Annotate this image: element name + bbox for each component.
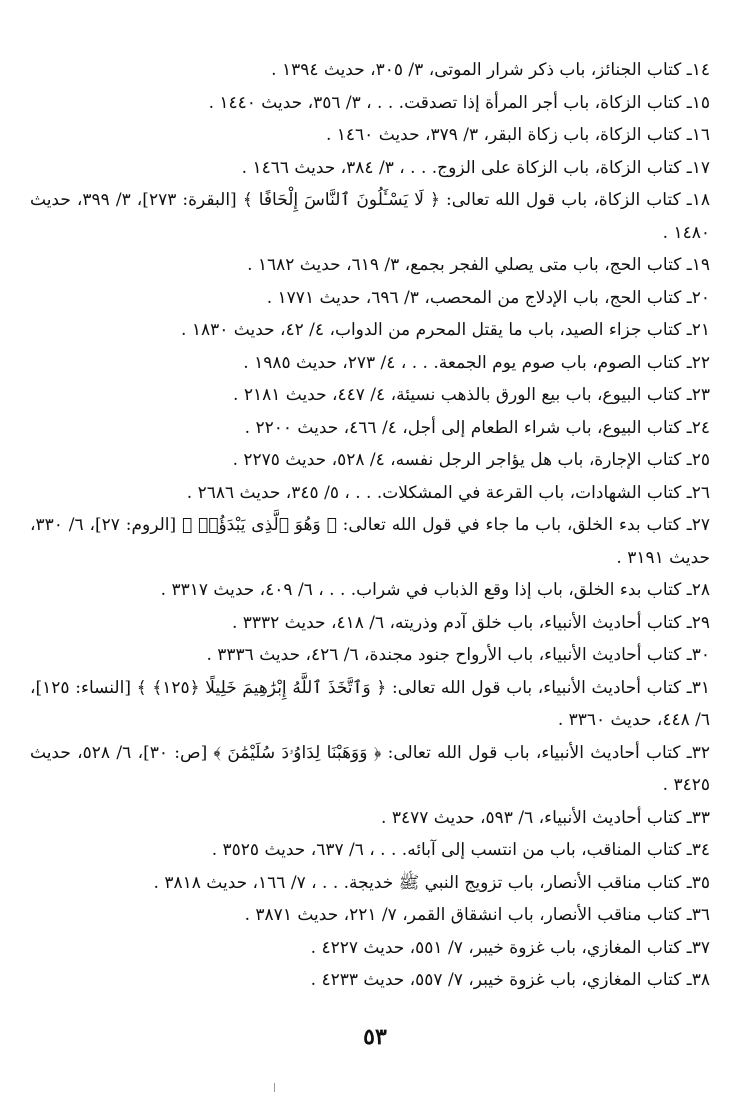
entry-text: كتاب الحج، باب الإدلاج من المحصب، ٣/ ٦٩٦، حديث ١٧٧١ . xyxy=(266,287,682,308)
entry-dash: ـ xyxy=(681,320,692,340)
reference-entry xyxy=(30,347,710,380)
entry-dash: ـ xyxy=(681,970,692,990)
reference-entry xyxy=(30,314,710,347)
entry-number: ١٤ xyxy=(691,60,710,80)
reference-entry xyxy=(30,639,710,672)
entry-dash: ـ xyxy=(681,92,692,113)
entry-number: ٣٦ xyxy=(691,905,710,925)
entry-dash: ـ xyxy=(681,255,692,275)
reference-entry xyxy=(30,54,710,87)
entry-text: كتاب البيوع، باب شراء الطعام إلى أجل، ٤/ ٤٦٦، حديث ٢٢٠٠ . xyxy=(244,417,682,438)
reference-entry xyxy=(30,737,710,802)
entry-text: كتاب مناقب الأنصار، باب تزويج النبي ﷺ خديجة. . . ، ٧/ ١٦٦، حديث ٣٨١٨ . xyxy=(153,872,682,893)
reference-entry xyxy=(30,802,710,835)
reference-entry xyxy=(30,282,710,315)
entry-text: كتاب جزاء الصيد، باب ما يقتل المحرم من الدواب، ٤/ ٤٢، حديث ١٨٣٠ . xyxy=(181,320,682,340)
scan-mark xyxy=(274,1083,275,1092)
reference-entry xyxy=(30,184,710,249)
entry-number: ٢٤ xyxy=(691,417,710,438)
entry-number: ٣٨ xyxy=(691,970,710,990)
reference-entry xyxy=(30,477,710,510)
reference-entry xyxy=(30,899,710,932)
reference-entry xyxy=(30,412,710,445)
entry-dash: ـ xyxy=(681,450,692,470)
entry-number: ٣١ xyxy=(691,677,710,698)
entry-dash: ـ xyxy=(681,580,692,600)
entry-text: كتاب الحج، باب متى يصلي الفجر بجمع، ٣/ ٦١٩، حديث ١٦٨٢ . xyxy=(247,255,682,275)
entry-text: كتاب الزكاة، باب أجر المرأة إذا تصدقت. . . ، ٣/ ٣٥٦، حديث ١٤٤٠ . xyxy=(208,92,682,113)
entry-text: كتاب أحاديث الأنبياء، باب خلق آدم وذريته، ٦/ ٤١٨، حديث ٣٣٣٢ . xyxy=(231,612,682,633)
entry-dash: ـ xyxy=(681,125,692,145)
entry-dash: ـ xyxy=(681,287,692,308)
entry-text: كتاب الشهادات، باب القرعة في المشكلات. . . ، ٥/ ٣٤٥، حديث ٢٦٨٦ . xyxy=(186,482,682,503)
reference-entry xyxy=(30,379,710,412)
entry-number: ٣٣ xyxy=(691,807,710,828)
entry-text: كتاب المناقب، باب من انتسب إلى آبائه. . . ، ٦/ ٦٣٧، حديث ٣٥٢٥ . xyxy=(211,840,682,860)
entry-text: كتاب المغازي، باب غزوة خيبر، ٧/ ٥٥١، حديث ٤٢٢٧ . xyxy=(310,937,682,958)
reference-entry xyxy=(30,607,710,640)
entry-dash: ـ xyxy=(681,840,692,860)
entry-text: كتاب المغازي، باب غزوة خيبر، ٧/ ٥٥٧، حديث ٤٢٣٣ . xyxy=(310,970,682,990)
entry-text: كتاب بدء الخلق، باب إذا وقع الذباب في شراب. . . ، ٦/ ٤٠٩، حديث ٣٣١٧ . xyxy=(160,580,682,600)
entry-number: ١٥ xyxy=(691,92,710,113)
entry-text: كتاب الإجارة، باب هل يؤاجر الرجل نفسه، ٤/ ٥٢٨، حديث ٢٢٧٥ . xyxy=(232,450,682,470)
entry-text: كتاب أحاديث الأنبياء، ٦/ ٥٩٣، حديث ٣٤٧٧ . xyxy=(381,807,682,828)
entry-text: كتاب الزكاة، باب زكاة البقر، ٣/ ٣٧٩، حديث ١٤٦٠ . xyxy=(325,125,682,145)
entry-text: كتاب أحاديث الأنبياء، باب الأرواح جنود مجندة، ٦/ ٤٢٦، حديث ٣٣٣٦ . xyxy=(206,645,682,665)
entry-text: كتاب البيوع، باب بيع الورق بالذهب نسيئة، ٤/ ٤٤٧، حديث ٢١٨١ . xyxy=(233,385,682,405)
reference-entry xyxy=(30,932,710,965)
page-number: ٥٣ xyxy=(363,1024,387,1050)
reference-entry xyxy=(30,509,710,574)
entry-number: ١٨ xyxy=(691,190,710,210)
entry-text: كتاب مناقب الأنصار، باب انشقاق القمر، ٧/ ٢٢١، حديث ٣٨٧١ . xyxy=(244,905,682,925)
entry-dash: ـ xyxy=(680,515,692,535)
entry-dash: ـ xyxy=(681,645,692,665)
entry-dash: ـ xyxy=(681,872,692,893)
entry-text: كتاب الجنائز، باب ذكر شرار الموتى، ٣/ ٣٠٥، حديث ١٣٩٤ . xyxy=(271,60,682,80)
entry-dash: ـ xyxy=(681,677,692,698)
entry-dash: ـ xyxy=(680,742,692,763)
entry-text: كتاب الزكاة، باب قول الله تعالى: ﴿ لَا يَسْـَٔلُونَ ٱلنَّاسَ إِلْحَافًا ﴾ [البقرة: ٢٧٣]، ٣/ ٣٩٩، حديث ١٤٨٠ . xyxy=(30,190,710,243)
entry-dash: ـ xyxy=(681,352,692,373)
reference-list xyxy=(30,54,710,997)
entry-number: ١٧ xyxy=(691,157,710,178)
entry-number: ٢٠ xyxy=(691,287,710,308)
reference-entry xyxy=(30,444,710,477)
reference-entry xyxy=(30,87,710,120)
reference-entry xyxy=(30,152,710,185)
entry-dash: ـ xyxy=(681,905,692,925)
entry-number: ٣٢ xyxy=(691,742,710,763)
entry-text: كتاب الزكاة، باب الزكاة على الزوج. . . ، ٣/ ٣٨٤، حديث ١٤٦٦ . xyxy=(241,157,682,178)
entry-number: ٢٥ xyxy=(691,450,710,470)
entry-dash: ـ xyxy=(681,482,692,503)
entry-number: ٢٦ xyxy=(691,482,710,503)
entry-text: كتاب الصوم، باب صوم يوم الجمعة. . . ، ٤/ ٢٧٣، حديث ١٩٨٥ . xyxy=(243,352,682,373)
entry-number: ٣٥ xyxy=(691,872,710,893)
reference-entry xyxy=(30,119,710,152)
entry-number: ٢١ xyxy=(691,320,710,340)
entry-dash: ـ xyxy=(680,190,692,210)
reference-entry xyxy=(30,867,710,900)
entry-dash: ـ xyxy=(681,60,692,80)
entry-dash: ـ xyxy=(681,417,692,438)
entry-dash: ـ xyxy=(681,385,692,405)
entry-number: ٢٣ xyxy=(691,385,710,405)
reference-entry xyxy=(30,964,710,997)
entry-number: ١٩ xyxy=(691,255,710,275)
reference-entry xyxy=(30,834,710,867)
reference-entry xyxy=(30,574,710,607)
entry-dash: ـ xyxy=(681,612,692,633)
entry-dash: ـ xyxy=(681,157,692,178)
reference-entry xyxy=(30,249,710,282)
entry-dash: ـ xyxy=(681,937,692,958)
entry-number: ٢٩ xyxy=(691,612,710,633)
entry-number: ١٦ xyxy=(691,125,710,145)
entry-number: ٣٧ xyxy=(691,937,710,958)
entry-number: ٢٢ xyxy=(691,352,710,373)
entry-number: ٢٧ xyxy=(691,515,710,535)
entry-number: ٣٠ xyxy=(691,645,710,665)
entry-text: كتاب أحاديث الأنبياء، باب قول الله تعالى: ﴿ وَوَهَبْنَا لِدَاوُۥدَ سُلَيْمَٰنَ ﴾ [ص: ٣٠]، ٦/ ٥٢٨، حديث ٣٤٢٥ . xyxy=(30,742,710,795)
entry-dash: ـ xyxy=(681,807,692,828)
entry-number: ٢٨ xyxy=(691,580,710,600)
entry-text: كتاب أحاديث الأنبياء، باب قول الله تعالى: ﴿ وَٱتَّخَذَ ٱللَّهُ إِبْرَٰهِيمَ خَلِيلًا ﴿١٢٥﴾ ﴾ [النساء: ١٢٥]، ٦/ ٤٤٨، حديث ٣٣٦٠ . xyxy=(30,677,710,730)
entry-text: كتاب بدء الخلق، باب ما جاء في قول الله تعالى: ﴿ وَهُوَ ٱلَّذِى يَبْدَؤُا۟ ﴾ [الروم: ٢٧]، ٦/ ٣٣٠، حديث ٣١٩١ . xyxy=(30,515,710,568)
reference-entry xyxy=(30,672,710,737)
entry-number: ٣٤ xyxy=(691,840,710,860)
